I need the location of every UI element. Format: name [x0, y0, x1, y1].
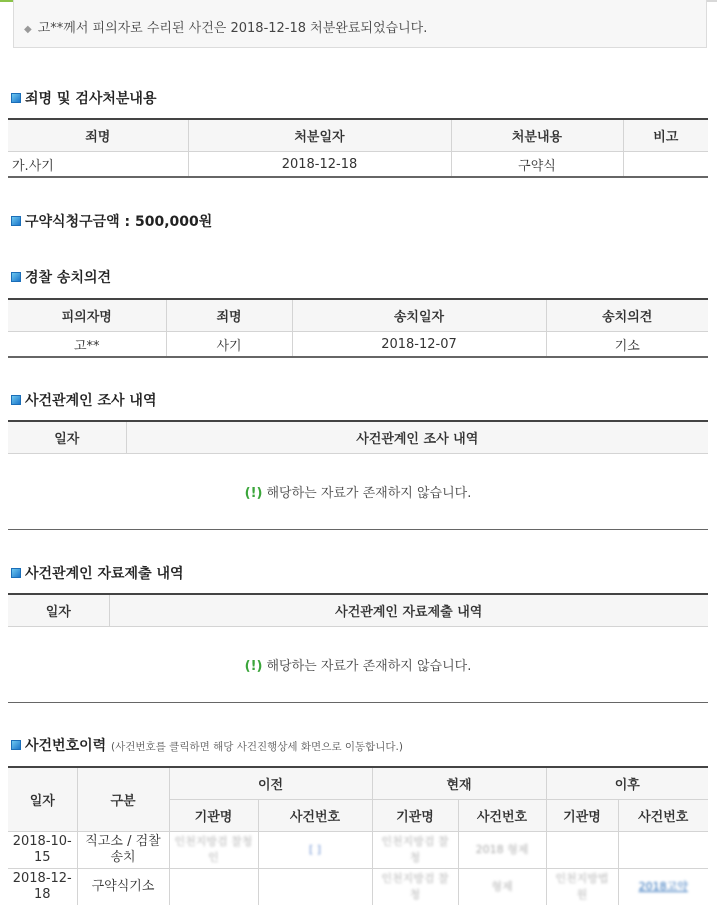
section-square-icon: [11, 216, 21, 226]
col-header-date: 일자: [8, 767, 77, 832]
section-square-icon: [11, 93, 21, 103]
alert-icon: (!): [244, 486, 263, 501]
investigation-empty: [8, 454, 708, 530]
col-header-case-no: 사건번호: [618, 800, 708, 832]
curr-case-link[interactable]: 형제: [491, 880, 513, 893]
alert-icon: (!): [244, 659, 263, 674]
next-case-cell: [618, 832, 708, 869]
section-square-icon: [11, 272, 21, 282]
bullet-icon: ◆: [24, 24, 32, 35]
charge-cell: 가.사기: [8, 152, 188, 178]
suspect-name-cell: 고**: [8, 332, 166, 358]
investigation-table: [8, 420, 708, 454]
police-table: [8, 298, 708, 358]
table-row: [8, 152, 708, 178]
table-row: [8, 332, 708, 358]
col-header: 비고: [623, 119, 708, 152]
next-org-cell: 인천지방법원: [555, 872, 609, 901]
result-cell: 구약식: [451, 152, 623, 178]
next-org-cell: [546, 832, 618, 869]
col-header: 피의자명: [8, 299, 166, 332]
prev-org-cell: 인천지방검 찰청인: [174, 835, 253, 864]
col-header: 송치일자: [292, 299, 546, 332]
col-header: 일자: [8, 421, 126, 454]
curr-org-cell: 인천지방검 찰청: [381, 872, 449, 901]
prev-case-link[interactable]: [ ]: [308, 843, 322, 856]
opinion-cell: 기소: [546, 332, 708, 358]
history-date-cell: 2018-10-15: [8, 832, 77, 869]
section-square-icon: [11, 740, 21, 750]
col-header-prev: 이전: [169, 767, 372, 800]
prev-case-cell: [258, 869, 372, 906]
section-title-investigation: 사건관계인 조사 내역: [11, 390, 156, 410]
history-table: [8, 766, 708, 905]
submission-table: [8, 593, 708, 627]
completion-notice: [13, 0, 707, 48]
section-title-submission: 사건관계인 자료제출 내역: [11, 563, 184, 583]
empty-message: 해당하는 자료가 존재하지 않습니다.: [266, 486, 472, 501]
history-type-cell: 구약식기소: [77, 869, 169, 906]
col-header: 송치의견: [546, 299, 708, 332]
col-header-org: 기관명: [546, 800, 618, 832]
table-row: [8, 869, 708, 906]
section-title-police: 경찰 송치의견: [11, 267, 111, 287]
section-square-icon: [11, 395, 21, 405]
section-square-icon: [11, 568, 21, 578]
col-header: 죄명: [166, 299, 292, 332]
prev-org-cell: [169, 869, 258, 906]
table-row: [8, 832, 708, 869]
history-date-cell: 2018-12-18: [8, 869, 77, 906]
curr-org-cell: 인천지방검 찰청: [381, 835, 449, 864]
submission-empty: [8, 627, 708, 703]
section-title-disposition: 죄명 및 검사처분내용: [11, 88, 156, 108]
date-cell: 2018-12-07: [292, 332, 546, 358]
col-header-next: 이후: [546, 767, 708, 800]
col-header: 처분일자: [188, 119, 451, 152]
notice-text: 고**께서 피의자로 수리된 사건은 2018-12-18 처분완료되었습니다.: [37, 21, 428, 36]
col-header: 사건관계인 조사 내역: [126, 421, 708, 454]
col-header-curr: 현재: [372, 767, 546, 800]
col-header: 사건관계인 자료제출 내역: [109, 594, 708, 627]
history-type-cell: 직고소 / 검찰송치: [77, 832, 169, 869]
empty-message: 해당하는 자료가 존재하지 않습니다.: [266, 659, 472, 674]
col-header-org: 기관명: [372, 800, 458, 832]
col-header: 죄명: [8, 119, 188, 152]
col-header-org: 기관명: [169, 800, 258, 832]
col-header: 일자: [8, 594, 109, 627]
curr-case-link[interactable]: 2018 형제: [475, 843, 529, 856]
charge-cell: 사기: [166, 332, 292, 358]
col-header-case-no: 사건번호: [458, 800, 546, 832]
date-cell: 2018-12-18: [188, 152, 451, 178]
next-case-link[interactable]: 2018고약: [638, 880, 688, 893]
col-header-type: 구분: [77, 767, 169, 832]
history-subtitle: (사건번호를 클릭하면 해당 사건진행상세 화면으로 이동합니다.): [111, 741, 403, 753]
col-header-case-no: 사건번호: [258, 800, 372, 832]
disposition-table: [8, 118, 708, 178]
section-title-history: 사건번호이력 (사건번호를 클릭하면 해당 사건진행상세 화면으로 이동합니다.): [11, 735, 403, 755]
note-cell: [623, 152, 708, 178]
section-title-fine: 구약식청구금액 : 500,000원: [11, 211, 212, 231]
col-header: 처분내용: [451, 119, 623, 152]
